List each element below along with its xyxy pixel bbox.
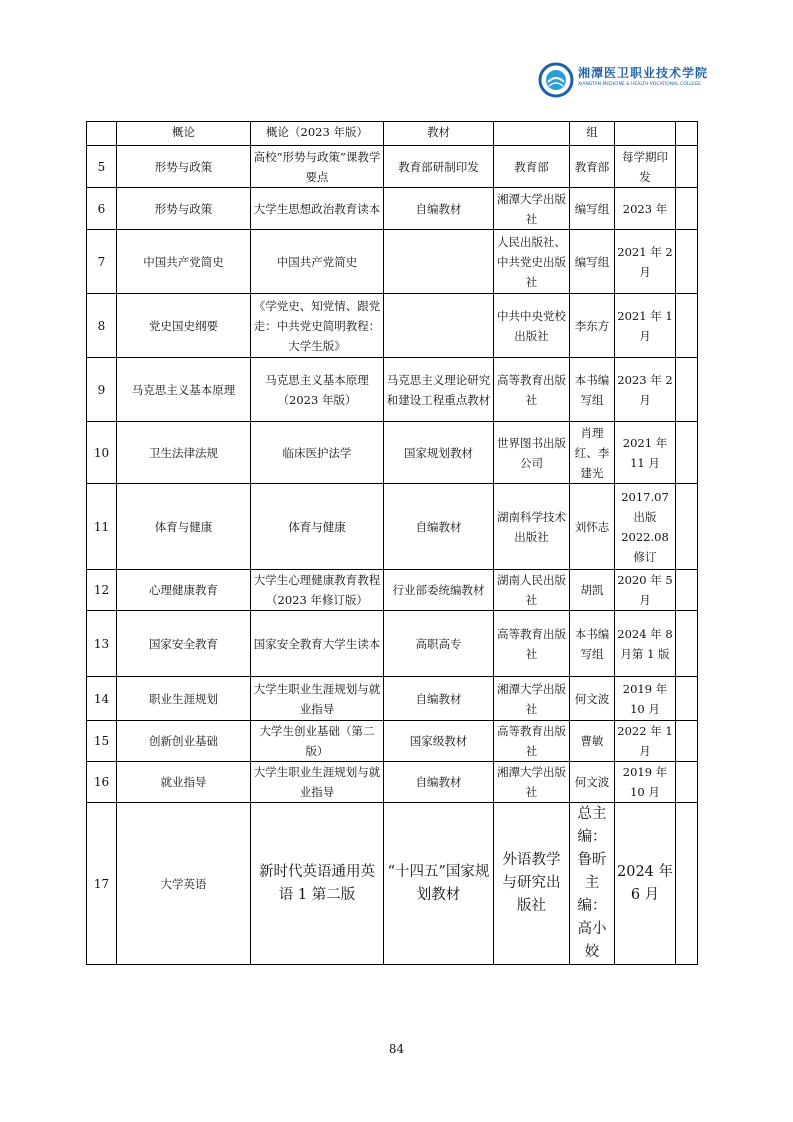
cell-extra: [676, 570, 698, 611]
cell-date: 2020 年 5 月: [615, 570, 676, 611]
table-row: [87, 803, 698, 965]
cell-author: 编写组: [570, 188, 615, 230]
table-row: [87, 422, 698, 484]
cell-type: 国家规划教材: [384, 422, 494, 484]
cell-publisher: 高等教育出版社: [494, 721, 570, 762]
cell-type: [384, 294, 494, 358]
cell-date: 2022 年 1 月: [615, 721, 676, 762]
cell-index: 13: [87, 611, 117, 677]
cell-extra: [676, 721, 698, 762]
cell-index: 16: [87, 762, 117, 803]
cell-type: 教育部研制印发: [384, 146, 494, 188]
cell-author: 刘怀志: [570, 484, 615, 570]
cell-index: 10: [87, 422, 117, 484]
cell-textbook: 概论（2023 年版）: [251, 122, 384, 146]
cell-index: 6: [87, 188, 117, 230]
cell-author: 本书编写组: [570, 358, 615, 422]
cell-date: 2021 年 2 月: [615, 230, 676, 294]
cell-publisher: 人民出版社、中共党史出版社: [494, 230, 570, 294]
cell-type: [384, 230, 494, 294]
cell-date: 2024 年 6 月: [615, 803, 676, 965]
textbook-table: [86, 121, 698, 965]
table-row: [87, 146, 698, 188]
table-row: [87, 570, 698, 611]
cell-publisher: 中共中央党校出版社: [494, 294, 570, 358]
table-row: [87, 762, 698, 803]
cell-extra: [676, 230, 698, 294]
college-emblem-icon: [538, 62, 574, 98]
cell-publisher: 高等教育出版社: [494, 358, 570, 422]
cell-author: 胡凯: [570, 570, 615, 611]
logo-english-name: XIANGTAN MEDICINE & HEALTH VOCATIONAL COLLEGE: [578, 82, 702, 87]
cell-index: 7: [87, 230, 117, 294]
cell-author: 总主编：鲁昕 主编：高小姣: [570, 803, 615, 965]
cell-publisher: 教育部: [494, 146, 570, 188]
table-row: [87, 611, 698, 677]
cell-type: 教材: [384, 122, 494, 146]
cell-publisher: [494, 122, 570, 146]
cell-extra: [676, 422, 698, 484]
cell-textbook: 大学生职业生涯规划与就业指导: [251, 677, 384, 721]
cell-index: [87, 122, 117, 146]
cell-course: 心理健康教育: [117, 570, 251, 611]
cell-extra: [676, 611, 698, 677]
cell-textbook: 《学党史、知党情、跟党走：中共党史简明教程：大学生版》: [251, 294, 384, 358]
cell-type: 马克思主义理论研究和建设工程重点教材: [384, 358, 494, 422]
table-row-continued: [87, 122, 698, 146]
cell-publisher: 湘潭大学出版社: [494, 677, 570, 721]
cell-extra: [676, 188, 698, 230]
cell-extra: [676, 146, 698, 188]
cell-extra: [676, 677, 698, 721]
cell-publisher: 湖南人民出版社: [494, 570, 570, 611]
cell-course: 职业生涯规划: [117, 677, 251, 721]
table-row: [87, 358, 698, 422]
cell-type: “十四五”国家规划教材: [384, 803, 494, 965]
cell-course: 形势与政策: [117, 146, 251, 188]
cell-publisher: 世界图书出版公司: [494, 422, 570, 484]
cell-author: 李东方: [570, 294, 615, 358]
cell-course: 概论: [117, 122, 251, 146]
cell-textbook: 体育与健康: [251, 484, 384, 570]
cell-index: 15: [87, 721, 117, 762]
cell-author: 本书编写组: [570, 611, 615, 677]
cell-course: 中国共产党简史: [117, 230, 251, 294]
cell-date: 2021 年 1 月: [615, 294, 676, 358]
cell-course: 党史国史纲要: [117, 294, 251, 358]
cell-publisher: 湘潭大学出版社: [494, 762, 570, 803]
logo-chinese-name: 湘潭医卫职业技术学院: [578, 66, 709, 80]
cell-textbook: 大学生创业基础（第二版）: [251, 721, 384, 762]
cell-index: 8: [87, 294, 117, 358]
cell-textbook: 大学生职业生涯规划与就业指导: [251, 762, 384, 803]
cell-course: 大学英语: [117, 803, 251, 965]
cell-date: 2023 年: [615, 188, 676, 230]
cell-date: 2019 年 10 月: [615, 762, 676, 803]
cell-author: 曹敏: [570, 721, 615, 762]
table-body: [87, 122, 698, 965]
cell-extra: [676, 762, 698, 803]
cell-author: 何文波: [570, 677, 615, 721]
cell-textbook: 中国共产党简史: [251, 230, 384, 294]
cell-date: 2024 年 8 月第 1 版: [615, 611, 676, 677]
cell-type: 行业部委统编教材: [384, 570, 494, 611]
cell-index: 17: [87, 803, 117, 965]
cell-index: 14: [87, 677, 117, 721]
cell-date: [615, 122, 676, 146]
table-row: [87, 721, 698, 762]
cell-author: 何文波: [570, 762, 615, 803]
cell-author: 组: [570, 122, 615, 146]
cell-publisher: 外语教学与研究出版社: [494, 803, 570, 965]
table-row: [87, 230, 698, 294]
cell-extra: [676, 803, 698, 965]
cell-index: 11: [87, 484, 117, 570]
cell-textbook: 新时代英语通用英语 1 第二版: [251, 803, 384, 965]
cell-type: 自编教材: [384, 762, 494, 803]
cell-type: 自编教材: [384, 677, 494, 721]
cell-date: 2019 年 10 月: [615, 677, 676, 721]
cell-extra: [676, 294, 698, 358]
cell-textbook: 大学生思想政治教育读本: [251, 188, 384, 230]
cell-publisher: 湖南科学技术出版社: [494, 484, 570, 570]
cell-date: 2023 年 2 月: [615, 358, 676, 422]
page-number: 84: [388, 1042, 405, 1056]
table-row: [87, 484, 698, 570]
cell-course: 体育与健康: [117, 484, 251, 570]
cell-date: 2017.07 出版 2022.08 修订: [615, 484, 676, 570]
cell-course: 卫生法律法规: [117, 422, 251, 484]
cell-textbook: 大学生心理健康教育教程（2023 年修订版）: [251, 570, 384, 611]
cell-extra: [676, 358, 698, 422]
cell-textbook: 马克思主义基本原理（2023 年版）: [251, 358, 384, 422]
cell-extra: [676, 484, 698, 570]
cell-publisher: 湘潭大学出版社: [494, 188, 570, 230]
cell-textbook: 国家安全教育大学生读本: [251, 611, 384, 677]
cell-textbook: 临床医护法学: [251, 422, 384, 484]
cell-author: 教育部: [570, 146, 615, 188]
cell-author: 肖理红、李建光: [570, 422, 615, 484]
cell-type: 国家级教材: [384, 721, 494, 762]
cell-extra: [676, 122, 698, 146]
cell-author: 编写组: [570, 230, 615, 294]
college-logo: [538, 58, 718, 106]
table-row: [87, 188, 698, 230]
cell-publisher: 高等教育出版社: [494, 611, 570, 677]
cell-index: 9: [87, 358, 117, 422]
cell-course: 国家安全教育: [117, 611, 251, 677]
cell-textbook: 高校“形势与政策”课教学要点: [251, 146, 384, 188]
cell-type: 高职高专: [384, 611, 494, 677]
cell-course: 就业指导: [117, 762, 251, 803]
cell-index: 5: [87, 146, 117, 188]
cell-type: 自编教材: [384, 484, 494, 570]
cell-course: 马克思主义基本原理: [117, 358, 251, 422]
cell-date: 2021 年 11 月: [615, 422, 676, 484]
table-row: [87, 677, 698, 721]
cell-course: 创新创业基础: [117, 721, 251, 762]
table-row: [87, 294, 698, 358]
cell-course: 形势与政策: [117, 188, 251, 230]
cell-date: 每学期印发: [615, 146, 676, 188]
cell-index: 12: [87, 570, 117, 611]
cell-type: 自编教材: [384, 188, 494, 230]
